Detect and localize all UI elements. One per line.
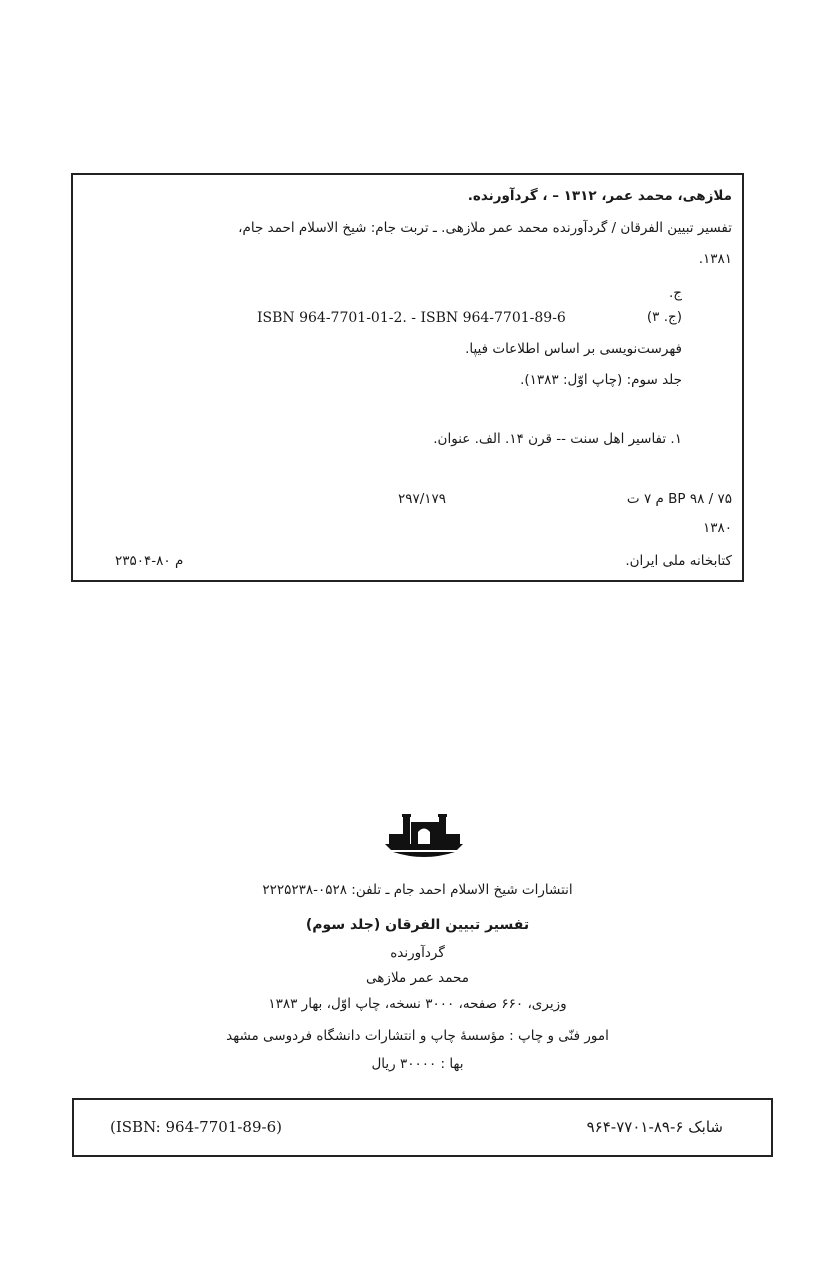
isbn-box (72, 1098, 773, 1157)
book-title: تفسیر تبیین الفرقان (جلد سوم) (305, 917, 530, 933)
catalog-volumes-label: ج. (668, 285, 682, 301)
catalog-fipa-note: فهرست‌نویسی بر اساس اطلاعات فیپا. (465, 341, 682, 357)
price: بها : ۳۰۰۰۰ ریال (371, 1056, 464, 1072)
isbn-latin: (ISBN: 964-7701-89-6) (110, 1118, 282, 1136)
catalog-subject-line: ۱. تفاسیر اهل سنت -- قرن ۱۴. الف. عنوان. (433, 431, 682, 447)
catalog-year-line: ۱۳۸۱. (698, 251, 732, 267)
catalog-record-box (71, 173, 744, 582)
catalog-dewey-class: ۲۹۷/۱۷۹ (398, 491, 447, 507)
compiler-label: گردآورنده (390, 945, 445, 961)
publisher-name-phone: انتشارات شیخ الاسلام احمد جام ـ تلفن: ۰۵۲۸-۲۲۲۵۲۳۸ (262, 882, 573, 898)
isbn-persian: شابک ۶-۸۹-۷۷۰۱-۹۶۴ (586, 1118, 723, 1136)
catalog-lc-year: ۱۳۸۰ (702, 520, 732, 536)
catalog-volume-prefix: (ج. ۳) (646, 309, 682, 325)
mausoleum-logo-icon (383, 808, 465, 866)
catalog-record-number: م ۸۰-۲۳۵۰۴ (115, 553, 184, 569)
catalog-author-line: ملازهی، محمد عمر، ۱۳۱۲ – ، گردآورنده. (467, 188, 732, 204)
technical-credits: امور فنّی و چاپ : مؤسسهٔ چاپ و انتشارات دانشگاه فردوسی مشهد (226, 1028, 609, 1044)
catalog-edition-note: جلد سوم: (چاپ اوّل: ۱۳۸۳). (520, 372, 682, 388)
catalog-isbn-line: ISBN 964-7701-01-2. - ISBN 964-7701-89-6 (257, 310, 566, 326)
print-details: وزیری، ۶۶۰ صفحه، ۳۰۰۰ نسخه، چاپ اوّل، بهار ۱۳۸۳ (268, 996, 567, 1012)
compiler-name: محمد عمر ملازهی (366, 970, 469, 986)
catalog-lc-class: BP ۹۸ / ۷۵ م ۷ ت (626, 491, 732, 507)
catalog-library-name: کتابخانه ملی ایران. (625, 553, 732, 569)
catalog-title-line: تفسیر تبیین الفرقان / گردآورنده محمد عمر ملازهی. ـ تربت جام: شیخ الاسلام احمد جام، (238, 220, 732, 236)
